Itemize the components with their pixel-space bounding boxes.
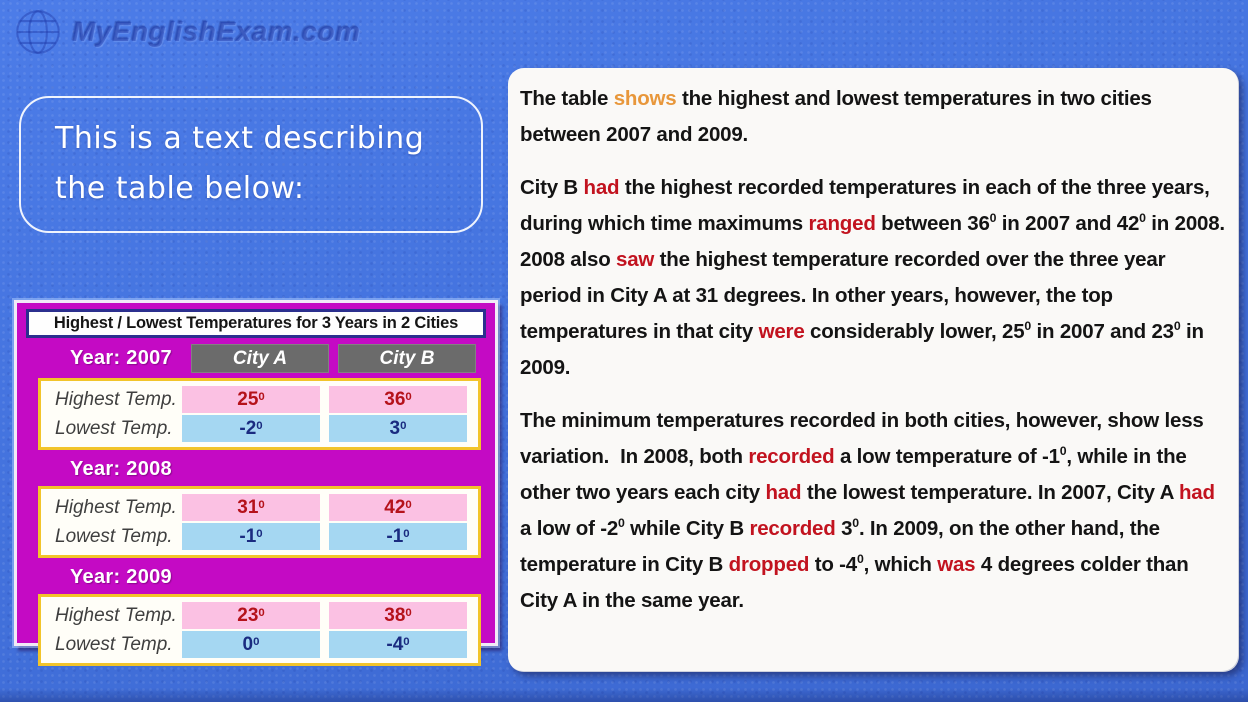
cell-2009-city-a-lowest: 0 0 bbox=[182, 631, 320, 658]
row-label-highest: Highest Temp. bbox=[55, 604, 177, 626]
cell-2007-city-a-highest: 25 0 bbox=[182, 386, 320, 413]
year-label-2007: Year: 2007 bbox=[70, 347, 172, 369]
highlighted-word: saw bbox=[616, 248, 655, 271]
cell-2008-city-b-lowest: -1 0 bbox=[329, 523, 467, 550]
cell-2008-city-b-highest: 42 0 bbox=[329, 494, 467, 521]
highlighted-word: had bbox=[1178, 481, 1215, 504]
highlighted-word: were bbox=[758, 320, 805, 343]
highlighted-word: recorded bbox=[749, 517, 836, 540]
description-paragraph-1: The table shows the highest and lowest temperatures in two cities between 2007 and 2009. bbox=[520, 87, 1158, 146]
row-label-highest: Highest Temp. bbox=[55, 496, 177, 518]
highlighted-word: shows bbox=[613, 87, 677, 110]
table-title: Highest / Lowest Temperatures for 3 Years in 2 Cities bbox=[26, 309, 486, 338]
year-label-2009: Year: 2009 bbox=[70, 565, 172, 588]
cell-2009-city-b-lowest: -4 0 bbox=[329, 631, 467, 658]
table-row-2009-highest bbox=[47, 602, 472, 629]
watermark-logo bbox=[12, 6, 361, 58]
cell-2008-city-a-lowest: -1 0 bbox=[182, 523, 320, 550]
data-box-2009 bbox=[38, 594, 481, 666]
table-row-2007-highest bbox=[47, 386, 472, 413]
cell-2009-city-b-highest: 38 0 bbox=[329, 602, 467, 629]
col-header-city-a: City A bbox=[191, 344, 329, 373]
table-row-2009-lowest bbox=[47, 631, 472, 658]
data-box-2008 bbox=[38, 486, 481, 558]
globe-icon bbox=[12, 6, 64, 58]
row-label-lowest: Lowest Temp. bbox=[55, 417, 173, 439]
table-header-row-2009 bbox=[26, 565, 486, 589]
highlighted-word: was bbox=[937, 553, 976, 576]
caption-text: This is a text describing the table below: bbox=[55, 121, 425, 206]
bottom-shade bbox=[0, 688, 1248, 702]
cell-2007-city-b-lowest: 3 0 bbox=[329, 415, 467, 442]
temperatures-table bbox=[14, 300, 498, 655]
table-row-2008-highest bbox=[47, 494, 472, 521]
watermark-text: MyEnglishExam.com bbox=[72, 16, 361, 47]
table-header-row-2008 bbox=[26, 457, 486, 481]
table-row-2008-lowest bbox=[47, 523, 472, 550]
description-paragraph-2: City B had the highest recorded temperatures in each of the three years, during which time maximums ranged between $36^0$ in 2007 and $42^0$ in 2008. 2008 also saw the highest temperature recorded over the three year period in City A at 31 degrees. In other years, however, the top temperatures in that city were considerably lower, $25^0$ in 2007 and $23^0$ in 2009. bbox=[520, 176, 1231, 379]
highlighted-word: dropped bbox=[728, 553, 810, 576]
description-panel bbox=[508, 68, 1239, 672]
highlighted-word: recorded bbox=[748, 445, 835, 468]
highlighted-word: had bbox=[583, 176, 620, 199]
row-label-lowest: Lowest Temp. bbox=[55, 525, 173, 547]
cell-2008-city-a-highest: 31 0 bbox=[182, 494, 320, 521]
col-header-city-b: City B bbox=[338, 344, 476, 373]
caption-box bbox=[19, 96, 483, 233]
data-box-2007 bbox=[38, 378, 481, 450]
row-label-highest: Highest Temp. bbox=[55, 388, 177, 410]
year-label-2008: Year: 2008 bbox=[70, 457, 172, 480]
table-header-row-2007 bbox=[26, 344, 486, 373]
description-paragraph-3: The minimum temperatures recorded in both cities, however, show less variation. In 2008, both recorded a low temperature of $-1^0$, while in the other two years each city had the lowest temperature. In 2007, City A had a low of $-2^0$ while City B recorded $3^0$. In 2009, on the other hand, the temperature in City B dropped to $-4^0$, which was 4 degrees colder than City A in the same year. bbox=[520, 409, 1221, 612]
row-label-lowest: Lowest Temp. bbox=[55, 633, 173, 655]
highlighted-word: had bbox=[765, 481, 802, 504]
highlighted-word: ranged bbox=[808, 212, 876, 235]
cell-2007-city-a-lowest: -2 0 bbox=[182, 415, 320, 442]
table-row-2007-lowest bbox=[47, 415, 472, 442]
cell-2007-city-b-highest: 36 0 bbox=[329, 386, 467, 413]
cell-2009-city-a-highest: 23 0 bbox=[182, 602, 320, 629]
